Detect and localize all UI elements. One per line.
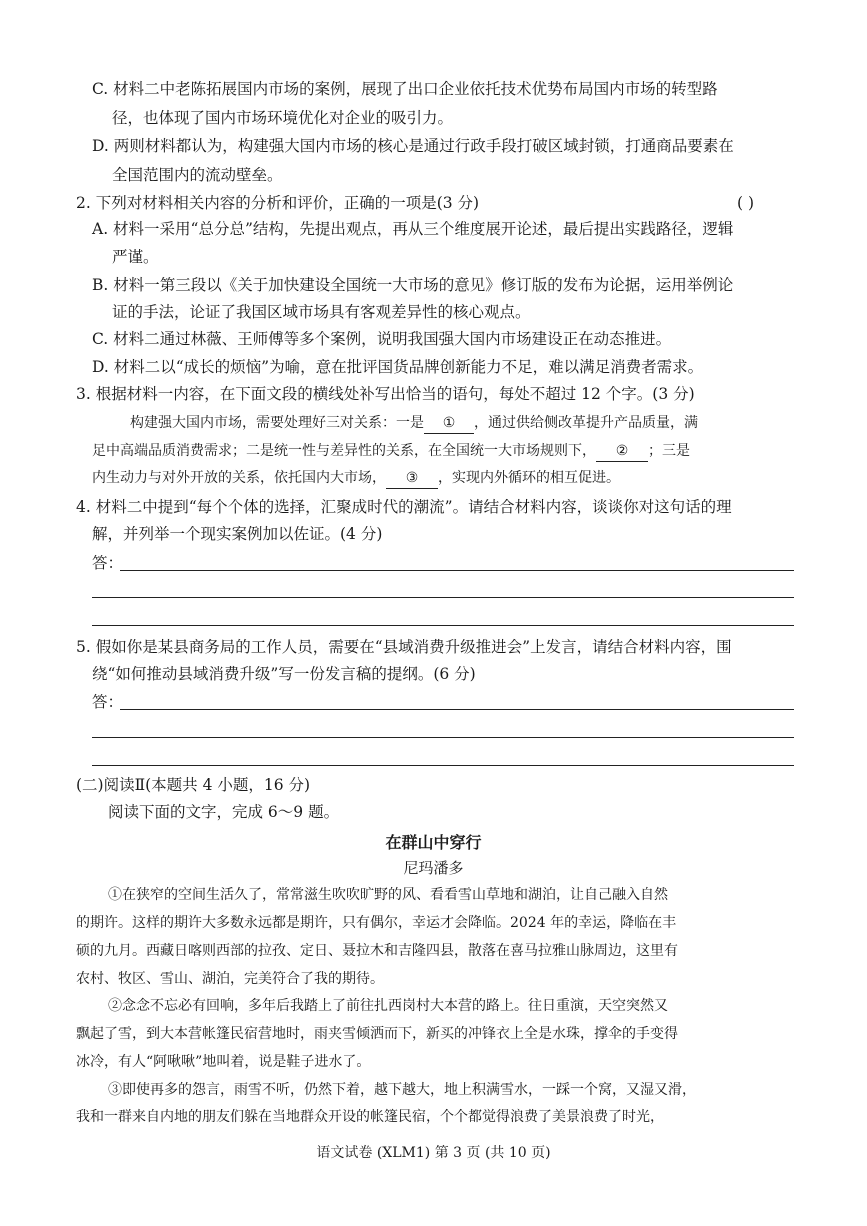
question-5-line2: 绕“如何推动县域消费升级”写一份发言稿的提纲。(6 分) [92, 665, 476, 683]
q3-passage-line3 [92, 468, 620, 489]
paragraph-2-line1: ②念念不忘必有回响，多年后我踏上了前往扎西岗村大本营的路上。往日重演，天空突然又 [108, 998, 668, 1014]
q3-blank-3[interactable]: ③ [386, 468, 438, 489]
q5-answer-line-3[interactable] [92, 765, 794, 766]
q5-answer-line-2[interactable] [92, 737, 794, 738]
paragraph-1-line1: ①在狭窄的空间生活久了，常常滋生吹吹旷野的风、看看雪山草地和湖泊，让自己融入自然 [108, 887, 668, 903]
option-d-line2: 全国范围内的流动壁垒。 [112, 166, 283, 184]
paragraph-1-line2: 的期许。这样的期许大多数永远都是期许，只有偶尔，幸运才会降临。2024 年的幸运，降临在丰 [76, 915, 677, 931]
question-2-answer-bracket[interactable]: ( ) [737, 194, 755, 212]
section-2-instruction: 阅读下面的文字，完成 6～9 题。 [108, 803, 340, 821]
paragraph-3-line1: ③即使再多的怨言，雨雪不听，仍然下着，越下越大，地上积满雪水，一踩一个窝，又湿又滑， [108, 1082, 696, 1098]
q3-blank-1[interactable]: ① [424, 413, 474, 434]
page-footer: 语文试卷 (XLM1) 第 3 页 (共 10 页) [316, 1145, 551, 1161]
q4-answer-line-3[interactable] [92, 625, 794, 626]
q2-option-d: D. 材料二以“成长的烦恼”为喻，意在批评国货品牌创新能力不足，难以满足消费者需求。 [92, 358, 704, 376]
q3-passage-line2 [92, 441, 690, 462]
article-title: 在群山中穿行 [385, 833, 482, 852]
option-d-line1: D. 两则材料都认为，构建强大国内市场的核心是通过行政手段打破区域封锁，打通商品要素在 [92, 137, 734, 155]
paragraph-3-line2: 我和一群来自内地的朋友们躲在当地群众开设的帐篷民宿，个个都觉得浪费了美景浪费了时光， [76, 1109, 664, 1125]
paragraph-1-line3: 硕的九月。西藏日喀则西部的拉孜、定日、聂拉木和吉隆四县，散落在喜马拉雅山脉周边，这里有 [76, 943, 678, 959]
q2-option-a-line2: 严谨。 [112, 248, 159, 266]
q3-text: ；三是 [648, 443, 690, 459]
question-3: 3. 根据材料一内容，在下面文段的横线处补写出恰当的语句，每处不超过 12 个字。(3 分) [76, 385, 695, 403]
question-4-line2: 解，并列举一个现实案例加以佐证。(4 分) [92, 525, 383, 543]
q3-text: ，通过供给侧改革提升产品质量，满 [474, 415, 698, 431]
option-c-line2: 径，也体现了国内市场环境优化对企业的吸引力。 [112, 109, 454, 127]
question-2: 2. 下列对材料相关内容的分析和评价，正确的一项是(3 分) [76, 194, 480, 212]
q2-option-b-line2: 证的手法，论证了我国区域市场具有客观差异性的核心观点。 [112, 303, 531, 321]
option-c-line1: C. 材料二中老陈拓展国内市场的案例，展现了出口企业依托技术优势布局国内市场的转型路 [92, 80, 718, 98]
q2-option-a-line1: A. 材料一采用“总分总”结构，先提出观点，再从三个维度展开论述，最后提出实践路径，逻辑 [92, 220, 734, 238]
q5-answer-line-1[interactable] [120, 709, 794, 710]
q2-option-b-line1: B. 材料一第三段以《关于加快建设全国统一大市场的意见》修订版的发布为论据，运用举例论 [92, 276, 734, 294]
paragraph-2-line2: 飘起了雪，到大本营帐篷民宿营地时，雨夹雪倾洒而下，新买的冲锋衣上全是水珠，撑伞的手变得 [76, 1026, 678, 1042]
question-5-line1: 5. 假如你是某县商务局的工作人员，需要在“县域消费升级推进会”上发言，请结合材料内容，围 [76, 638, 732, 656]
q5-answer-label: 答： [92, 693, 124, 711]
section-2-heading: (二)阅读Ⅱ(本题共 4 小题，16 分) [76, 776, 311, 794]
q3-passage-line1 [130, 413, 698, 434]
q3-text: 内生动力与对外开放的关系，依托国内大市场， [92, 470, 386, 486]
q3-text: 构建强大国内市场，需要处理好三对关系：一是 [130, 415, 424, 431]
paragraph-1-line4: 农村、牧区、雪山、湖泊，完美符合了我的期待。 [76, 971, 384, 987]
paragraph-2-line3: 冰冷，有人“阿啾啾”地叫着，说是鞋子进水了。 [76, 1054, 371, 1070]
q3-text: ，实现内外循环的相互促进。 [438, 470, 620, 486]
q4-answer-label: 答： [92, 554, 124, 572]
q3-blank-2[interactable]: ② [596, 441, 648, 462]
question-4-line1: 4. 材料二中提到“每个个体的选择，汇聚成时代的潮流”。请结合材料内容，谈谈你对这句话的理 [76, 498, 732, 516]
q2-option-c: C. 材料二通过林薇、王师傅等多个案例，说明我国强大国内市场建设正在动态推进。 [92, 330, 672, 348]
article-author: 尼玛潘多 [403, 859, 464, 877]
q4-answer-line-2[interactable] [92, 597, 794, 598]
q4-answer-line-1[interactable] [120, 570, 794, 571]
q3-text: 足中高端品质消费需求；二是统一性与差异性的关系，在全国统一大市场规则下， [92, 443, 596, 459]
